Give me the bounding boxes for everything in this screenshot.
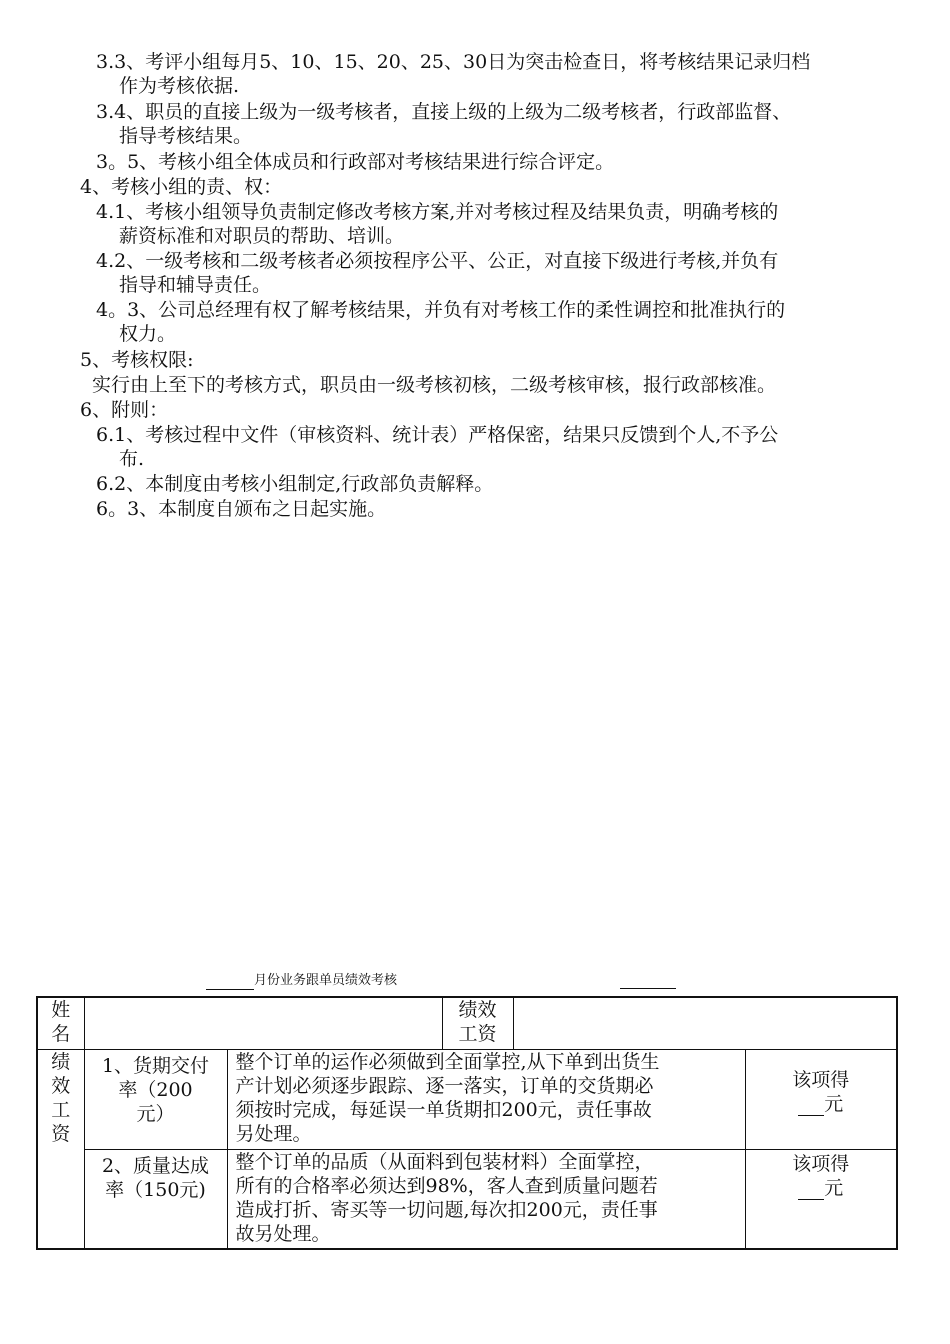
name-label-cell <box>37 997 84 1049</box>
score-blank[interactable] <box>798 1181 824 1200</box>
name-label-2: 名 <box>51 1023 71 1045</box>
salary-label-cell <box>442 997 513 1049</box>
clause-4-2-line-1: 4.2、一级考核和二级考核者必须按程序公平、公正，对直接下级进行考核,并负有 <box>96 250 779 272</box>
section-label-1: 绩 <box>51 1050 71 1073</box>
score-blank[interactable] <box>798 1097 824 1116</box>
item-desc-line: 故另处理。 <box>235 1222 331 1245</box>
item-score-cell <box>745 1049 897 1149</box>
section-label-cell <box>37 1049 84 1249</box>
score-suffix: 元 <box>824 1092 844 1115</box>
item-row-1 <box>37 1049 897 1149</box>
item-name-line: 率（200 <box>118 1078 193 1101</box>
clause-3-3-line-1: 3.3、考评小组每月5、10、15、20、25、30日为突击检查日，将考核结果记录归档 <box>96 51 811 73</box>
section-6-heading: 6、附则： <box>80 399 169 421</box>
section-4-heading: 4、考核小组的责、权： <box>80 176 283 198</box>
section-label-2: 效 <box>51 1074 71 1097</box>
item-row-2 <box>37 1149 897 1249</box>
item-desc-cell <box>227 1049 745 1149</box>
section-label-4: 资 <box>51 1122 71 1145</box>
section-label-3: 工 <box>51 1098 71 1121</box>
name-value-cell[interactable] <box>84 997 442 1049</box>
section-5-body: 实行由上至下的考核方式，职员由一级考核初核，二级考核审核，报行政部核准。 <box>92 374 777 396</box>
score-prefix: 该项得 <box>792 1068 850 1091</box>
score-suffix: 元 <box>824 1176 844 1199</box>
item-name-line: 元） <box>136 1102 175 1125</box>
month-blank[interactable] <box>206 975 254 990</box>
clause-6-3: 6。3、本制度自颁布之日起实施。 <box>96 498 387 520</box>
form-title-text: 月份业务跟单员绩效考核 <box>254 973 398 988</box>
clause-3-4-line-2: 指导考核结果。 <box>119 125 253 147</box>
clause-4-1-line-1: 4.1、考核小组领导负责制定修改考核方案,并对考核过程及结果负责，明确考核的 <box>96 201 779 223</box>
salary-label-2: 工资 <box>458 1023 497 1045</box>
clause-4-2-line-2: 指导和辅导责任。 <box>119 274 272 296</box>
item-name-line: 1、货期交付 <box>101 1054 210 1077</box>
name-row <box>37 997 897 1049</box>
item-desc-line: 另处理。 <box>235 1122 312 1145</box>
salary-label-1: 绩效 <box>458 999 497 1021</box>
title-right-blank <box>620 988 676 989</box>
clause-6-1-line-2: 布. <box>119 448 145 470</box>
performance-table <box>36 996 898 1250</box>
clause-3-3-line-2: 作为考核依据. <box>119 75 240 97</box>
item-name-line: 2、质量达成 <box>101 1154 210 1177</box>
score-prefix: 该项得 <box>792 1152 850 1175</box>
item-desc-cell <box>227 1149 745 1249</box>
section-5-heading: 5、考核权限: <box>80 349 194 371</box>
form-title <box>206 972 397 990</box>
clause-3-5: 3。5、考核小组全体成员和行政部对考核结果进行综合评定。 <box>96 151 615 173</box>
item-desc-line: 造成打折、寄买等一切问题,每次扣200元，责任事 <box>235 1198 658 1221</box>
clause-4-3-line-2: 权力。 <box>119 323 177 345</box>
item-desc-line: 所有的合格率必须达到98%，客人查到质量问题若 <box>235 1174 658 1197</box>
item-desc-line: 整个订单的运作必须做到全面掌控,从下单到出货生 <box>235 1050 660 1073</box>
name-label-1: 姓 <box>51 999 71 1021</box>
clause-3-4-line-1: 3.4、职员的直接上级为一级考核者，直接上级的上级为二级考核者，行政部监督、 <box>96 101 792 123</box>
item-desc-line: 产计划必须逐步跟踪、逐一落实，订单的交货期必 <box>235 1074 654 1097</box>
salary-value-cell[interactable] <box>513 997 897 1049</box>
item-name-cell <box>84 1149 227 1249</box>
item-desc-line: 须按时完成，每延误一单货期扣200元，责任事故 <box>235 1098 652 1121</box>
item-desc-line: 整个订单的品质（从面料到包装材料）全面掌控， <box>235 1150 654 1173</box>
clause-4-3-line-1: 4。3、公司总经理有权了解考核结果，并负有对考核工作的柔性调控和批准执行的 <box>96 299 786 321</box>
item-name-cell <box>84 1049 227 1149</box>
clause-6-2: 6.2、本制度由考核小组制定,行政部负责解释。 <box>96 473 494 495</box>
item-score-cell <box>745 1149 897 1249</box>
clause-6-1-line-1: 6.1、考核过程中文件（审核资料、统计表）严格保密，结果只反馈到个人,不予公 <box>96 424 779 446</box>
item-name-line: 率（150元) <box>105 1178 206 1201</box>
clause-4-1-line-2: 薪资标准和对职员的帮助、培训。 <box>119 225 405 247</box>
